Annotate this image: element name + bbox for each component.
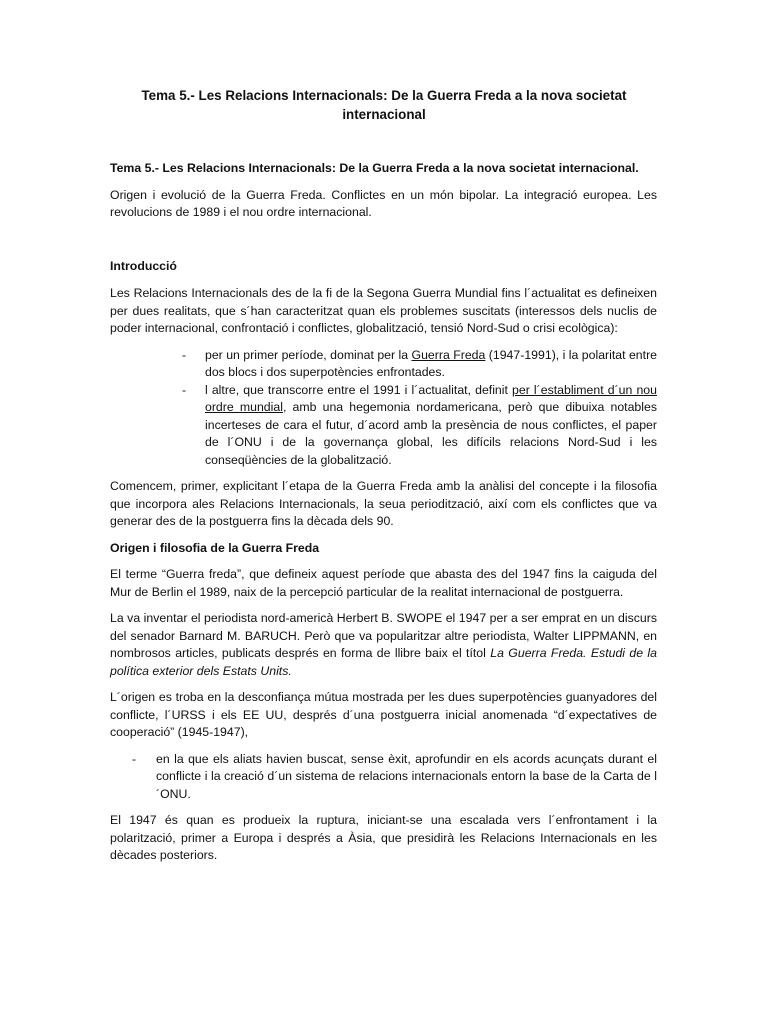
list-item-text: l altre, que transcorre entre el 1991 i l´actualitat, definit — [205, 382, 513, 397]
guerra-freda-link[interactable]: Guerra Freda — [411, 347, 486, 362]
dash-marker: - — [182, 347, 187, 362]
list-item — [110, 382, 657, 470]
dash-marker: - — [182, 382, 187, 397]
rupture-paragraph: El 1947 és quan es produeix la ruptura, iniciant-se una escalada vers l´enfrontament i la polarització, primer a Europa i després a Àsia, que presidirà les Relacions Internacionals en les dècades posteriors. — [110, 813, 657, 862]
nou-ordre-mundial-link[interactable]: per l´establiment d´un nou ordre mundial — [205, 382, 657, 414]
commence-paragraph: Comencem, primer, explicitant l´etapa de la Guerra Freda amb la anàlisi del concepte i la filosofia que incorpora ales Relacions Internacionals, la seua periodització, així com els conflictes que va generar des de la postguerra fins la dècada dels 90. — [110, 479, 657, 528]
document-body — [110, 160, 657, 874]
allies-list — [110, 751, 657, 804]
term-paragraph: El terme “Guerra freda”, que defineix aquest període que abasta des del 1947 fins la caiguda del Mur de Berlin el 1989, naix de la percepció particular de la realitat internacional de postguerra. — [110, 567, 657, 599]
intro-paragraph: Les Relacions Internacionals des de la fi de la Segona Guerra Mundial fins l´actualitat es defineixen per dues realitats, que s´han caracteritzat quan els problemes suscitats (interessos dels nuclis de poder internacional, confrontació i conflictes, globalització, tensió Nord-Sud o crisi ecològica): — [110, 286, 657, 335]
intro-heading: Introducció — [110, 258, 177, 273]
list-item-text: , amb una hegemonia nordamericana, però que dibuixa notables incerteses de cara el futur, d´acord amb la presència de nous conflictes, el paper de l´ONU i de la governança global, les difícils relacions Nord-Sud i les conseqüències de la globalització. — [205, 400, 657, 467]
list-item-text: en la que els aliats havien buscat, sense èxit, aprofundir en els acords acunçats durant el conflicte i la creació d´un sistema de relacions internacionals entorn la base de la Carta de l´ONU. — [156, 751, 657, 801]
origin-paragraph: L´origen es troba en la desconfiança mútua mostrada per les dues superpotències guanyadores del conflicte, l´URSS i els EE UU, després d´una postguerra inicial anomenada “d´expectatives de cooperació” (1945-1947), — [110, 690, 657, 739]
section-subtitle: Tema 5.- Les Relacions Internacionals: De la Guerra Freda a la nova societat internacional. — [110, 161, 639, 175]
dash-marker: - — [132, 751, 137, 766]
page-title: Tema 5.- Les Relacions Internacionals: De la Guerra Freda a la nova societat internacional — [141, 88, 627, 122]
origin-heading: Origen i filosofia de la Guerra Freda — [110, 540, 320, 555]
summary-paragraph: Origen i evolució de la Guerra Freda. Conflictes en un món bipolar. La integració europea. Les revolucions de 1989 i el nou ordre internacional. — [110, 187, 657, 219]
list-item — [110, 347, 657, 382]
period-list — [110, 347, 657, 470]
swope-text: La va inventar el periodista nord-americà Herbert B. SWOPE el 1947 per a ser emprat en un discurs del senador Barnard M. BARUCH. Però que va popularitzar altre periodista, Walter LIPPMANN, en nombrosos articles, publicats després en forma de llibre baix el títol — [110, 611, 657, 660]
list-item-text: per un primer període, dominat per la — [205, 347, 412, 362]
swope-paragraph — [110, 610, 657, 680]
book-title: La Guerra Freda. Estudi de la política exterior dels Estats Units. — [110, 646, 658, 678]
list-item — [110, 751, 657, 804]
list-item-text: (1947-1991), i la polaritat entre dos blocs i dos superpotències enfrontades. — [205, 347, 657, 379]
